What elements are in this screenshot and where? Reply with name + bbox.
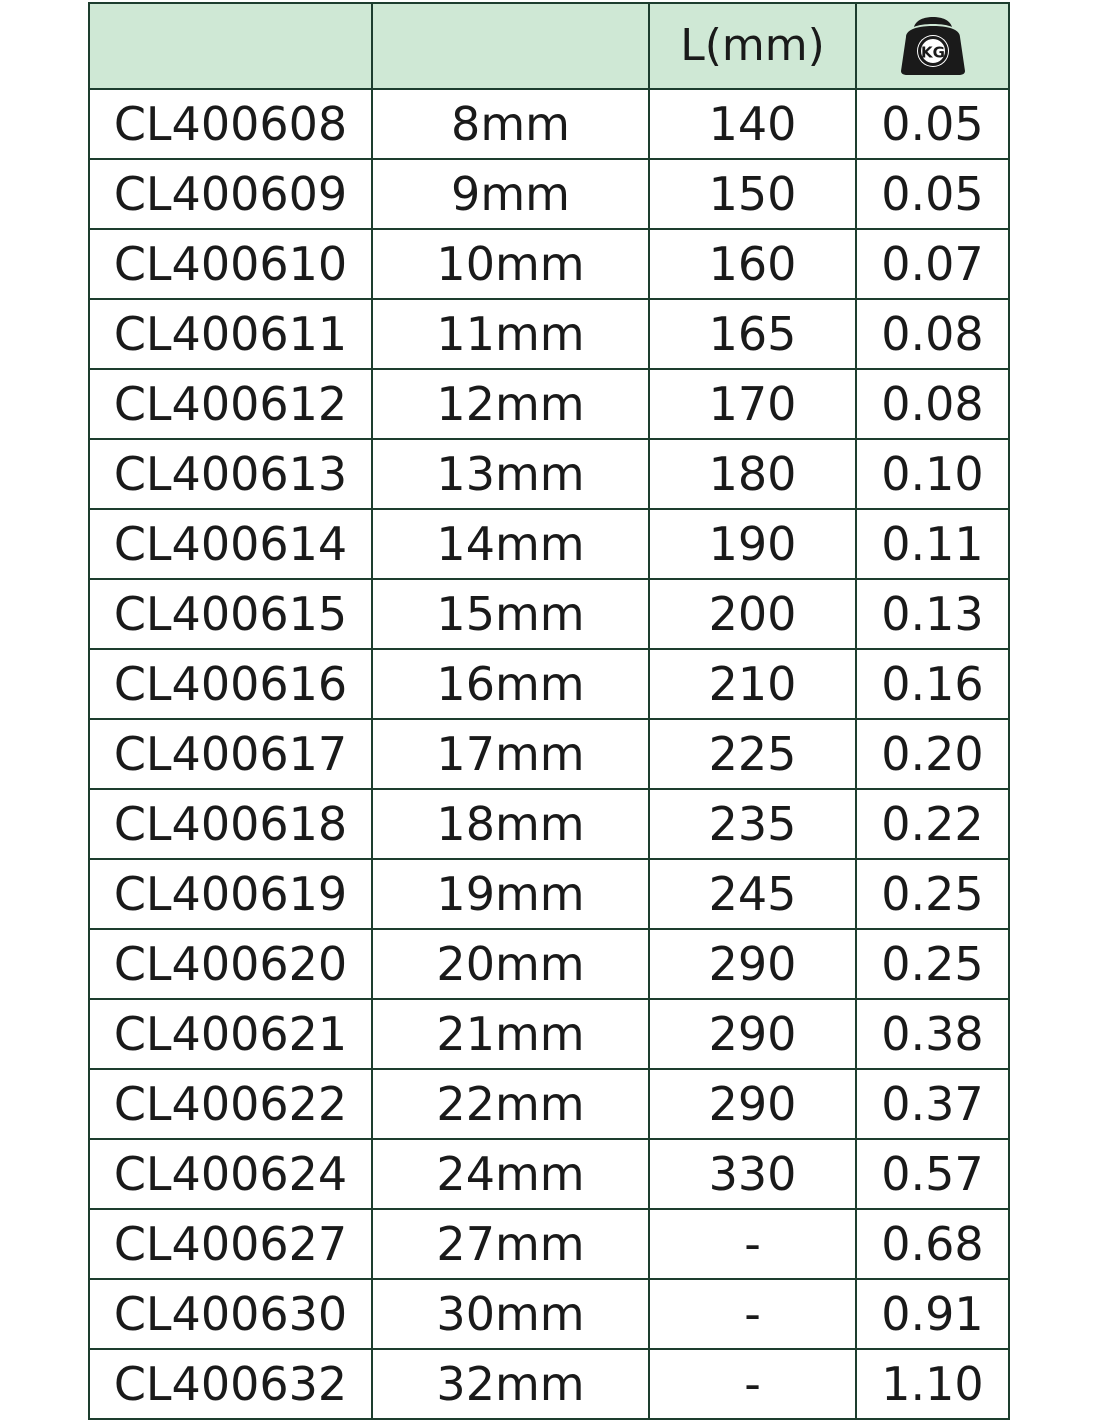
cell-code: CL400615 [89,579,372,649]
kitchen-scale-kg-icon [896,15,970,77]
cell-code: CL400622 [89,1069,372,1139]
table-row [89,1139,1009,1209]
cell-code: CL400613 [89,439,372,509]
cell-weight: 0.57 [856,1139,1009,1209]
cell-length: 245 [649,859,856,929]
cell-code: CL400630 [89,1279,372,1349]
cell-weight: 0.20 [856,719,1009,789]
cell-weight: 0.08 [856,369,1009,439]
table-row [89,1349,1009,1419]
cell-code: CL400624 [89,1139,372,1209]
cell-code: CL400609 [89,159,372,229]
cell-size: 22mm [372,1069,649,1139]
cell-weight: 0.37 [856,1069,1009,1139]
table-row [89,439,1009,509]
cell-weight: 0.05 [856,159,1009,229]
cell-length: 235 [649,789,856,859]
cell-size: 15mm [372,579,649,649]
cell-code: CL400610 [89,229,372,299]
header-size [372,3,649,89]
cell-length: - [649,1209,856,1279]
table-header [89,3,1009,89]
table-row [89,649,1009,719]
cell-length: 180 [649,439,856,509]
table-row [89,1209,1009,1279]
cell-size: 9mm [372,159,649,229]
cell-code: CL400616 [89,649,372,719]
cell-weight: 0.68 [856,1209,1009,1279]
cell-length: 165 [649,299,856,369]
cell-size: 13mm [372,439,649,509]
table-row [89,509,1009,579]
table-body [89,89,1009,1419]
cell-length: 160 [649,229,856,299]
cell-length: 170 [649,369,856,439]
cell-weight: 0.22 [856,789,1009,859]
cell-length: 330 [649,1139,856,1209]
table-row [89,929,1009,999]
cell-length: - [649,1279,856,1349]
table-row [89,159,1009,229]
cell-size: 32mm [372,1349,649,1419]
cell-weight: 0.11 [856,509,1009,579]
cell-size: 27mm [372,1209,649,1279]
cell-size: 19mm [372,859,649,929]
cell-weight: 0.05 [856,89,1009,159]
product-spec-table [88,2,1010,1420]
cell-length: 290 [649,999,856,1069]
table-row [89,1069,1009,1139]
cell-size: 10mm [372,229,649,299]
cell-weight: 0.25 [856,929,1009,999]
cell-code: CL400621 [89,999,372,1069]
cell-code: CL400620 [89,929,372,999]
table-row [89,859,1009,929]
cell-weight: 0.07 [856,229,1009,299]
cell-length: 290 [649,929,856,999]
cell-code: CL400612 [89,369,372,439]
cell-code: CL400632 [89,1349,372,1419]
cell-length: 150 [649,159,856,229]
cell-code: CL400618 [89,789,372,859]
cell-code: CL400619 [89,859,372,929]
cell-size: 17mm [372,719,649,789]
cell-size: 16mm [372,649,649,719]
cell-length: 200 [649,579,856,649]
cell-length: 225 [649,719,856,789]
table-row [89,299,1009,369]
cell-length: - [649,1349,856,1419]
cell-size: 21mm [372,999,649,1069]
cell-weight: 1.10 [856,1349,1009,1419]
header-weight [856,3,1009,89]
cell-size: 12mm [372,369,649,439]
table-row [89,999,1009,1069]
table-header-row [89,3,1009,89]
cell-code: CL400617 [89,719,372,789]
table-row [89,789,1009,859]
cell-size: 8mm [372,89,649,159]
cell-weight: 0.08 [856,299,1009,369]
cell-weight: 0.13 [856,579,1009,649]
cell-size: 14mm [372,509,649,579]
table-row [89,89,1009,159]
cell-weight: 0.16 [856,649,1009,719]
table-row [89,579,1009,649]
cell-size: 11mm [372,299,649,369]
cell-size: 18mm [372,789,649,859]
cell-weight: 0.10 [856,439,1009,509]
cell-size: 30mm [372,1279,649,1349]
cell-weight: 0.91 [856,1279,1009,1349]
table-row [89,369,1009,439]
cell-code: CL400608 [89,89,372,159]
header-code [89,3,372,89]
table-row [89,229,1009,299]
cell-code: CL400611 [89,299,372,369]
svg-text:KG: KG [920,43,945,62]
cell-code: CL400614 [89,509,372,579]
cell-size: 24mm [372,1139,649,1209]
table-row [89,719,1009,789]
cell-length: 210 [649,649,856,719]
table-row [89,1279,1009,1349]
cell-length: 290 [649,1069,856,1139]
cell-size: 20mm [372,929,649,999]
cell-length: 140 [649,89,856,159]
header-length: L(mm) [649,3,856,89]
cell-length: 190 [649,509,856,579]
cell-weight: 0.38 [856,999,1009,1069]
cell-code: CL400627 [89,1209,372,1279]
cell-weight: 0.25 [856,859,1009,929]
